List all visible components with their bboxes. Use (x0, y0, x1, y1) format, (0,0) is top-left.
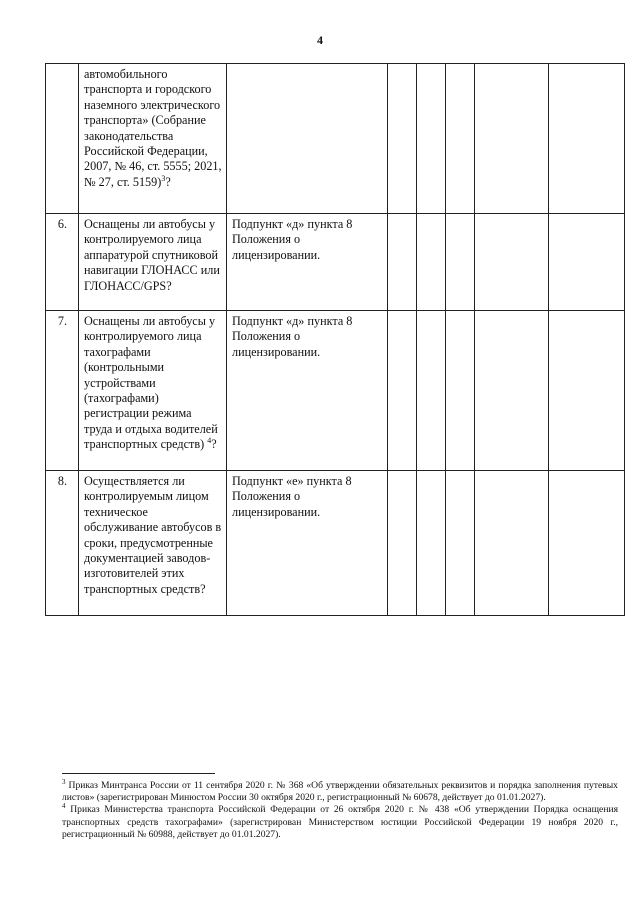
footnote-divider (62, 773, 215, 774)
answer-no-cell (417, 64, 446, 214)
footnotes (62, 777, 618, 841)
reference-cell (227, 64, 388, 214)
reference-cell: Подпункт «е» пункта 8 Положения о лицензировании. (227, 471, 388, 616)
reference-cell: Подпункт «д» пункта 8 Положения о лицензировании. (227, 311, 388, 471)
table-row (46, 311, 625, 471)
answer-yes-cell (388, 311, 417, 471)
page-number: 4 (317, 33, 323, 47)
answer-yes-cell (388, 471, 417, 616)
footnote-3 (62, 777, 618, 804)
answer-yes-cell (388, 214, 417, 311)
answer-na-cell (446, 311, 475, 471)
notes-cell (549, 311, 625, 471)
table-row (46, 214, 625, 311)
question-cell (79, 471, 227, 616)
comment-cell (475, 64, 549, 214)
row-number: 8. (46, 471, 79, 616)
question-text: автомобильного транспорта и городского наземного электрического транспорта» (Собрание законодательства Российской Федерации, 2007, № 46, ст. 5555; 2021, № 27, ст. 5159) (84, 67, 222, 189)
question-end: ? (165, 174, 171, 189)
footnote-ref: 4 (207, 436, 212, 446)
table-row (46, 64, 625, 214)
reference-cell: Подпункт «д» пункта 8 Положения о лицензировании. (227, 214, 388, 311)
question-cell (79, 64, 227, 214)
answer-na-cell (446, 471, 475, 616)
notes-cell (549, 214, 625, 311)
answer-yes-cell (388, 64, 417, 214)
row-number: 6. (46, 214, 79, 311)
answer-no-cell (417, 471, 446, 616)
comment-cell (475, 471, 549, 616)
footnote-text: Приказ Минтранса России от 11 сентября 2020 г. № 368 «Об утверждении обязательных реквизитов и порядка заполнения путевых листов» (зарегистрирован Минюстом России 30 октября 2020 г., регистрационный № 60678, действует до 01.01.2027). (62, 780, 618, 804)
checklist-table (45, 63, 625, 616)
comment-cell (475, 214, 549, 311)
footnote-text: Приказ Министерства транспорта Российской Федерации от 26 октября 2020 г. № 438 «Об утверждении Порядка оснащения транспортных средств тахографами» (зарегистрирован Министерством юстиции Российской Федерации 19 ноября 2020 г., регистрационный № 60988, действует до 01.01.2027). (62, 804, 618, 840)
row-number: 7. (46, 311, 79, 471)
footnote-4 (62, 804, 618, 841)
answer-no-cell (417, 311, 446, 471)
footnote-mark: 3 (62, 777, 66, 786)
answer-na-cell (446, 214, 475, 311)
footnote-mark: 4 (62, 802, 66, 811)
question-cell (79, 214, 227, 311)
question-end: ? (211, 437, 217, 452)
question-text: Осуществляется ли контролируемым лицом техническое обслуживание автобусов в сроки, предусмотренные документацией заводов-изготовителей этих транспортных средств? (84, 474, 222, 596)
answer-na-cell (446, 64, 475, 214)
notes-cell (549, 471, 625, 616)
footnote-ref: 3 (161, 173, 166, 183)
question-text: Оснащены ли автобусы у контролируемого лица аппаратурой спутниковой навигации ГЛОНАСС или ГЛОНАСС/GPS? (84, 217, 220, 293)
table-row (46, 471, 625, 616)
question-text: Оснащены ли автобусы у контролируемого лица тахографами (контрольными устройствами (тахографами) регистрации режима труда и отдыха водителей транспортных средств) (84, 314, 218, 452)
row-number (46, 64, 79, 214)
notes-cell (549, 64, 625, 214)
comment-cell (475, 311, 549, 471)
answer-no-cell (417, 214, 446, 311)
question-cell (79, 311, 227, 471)
